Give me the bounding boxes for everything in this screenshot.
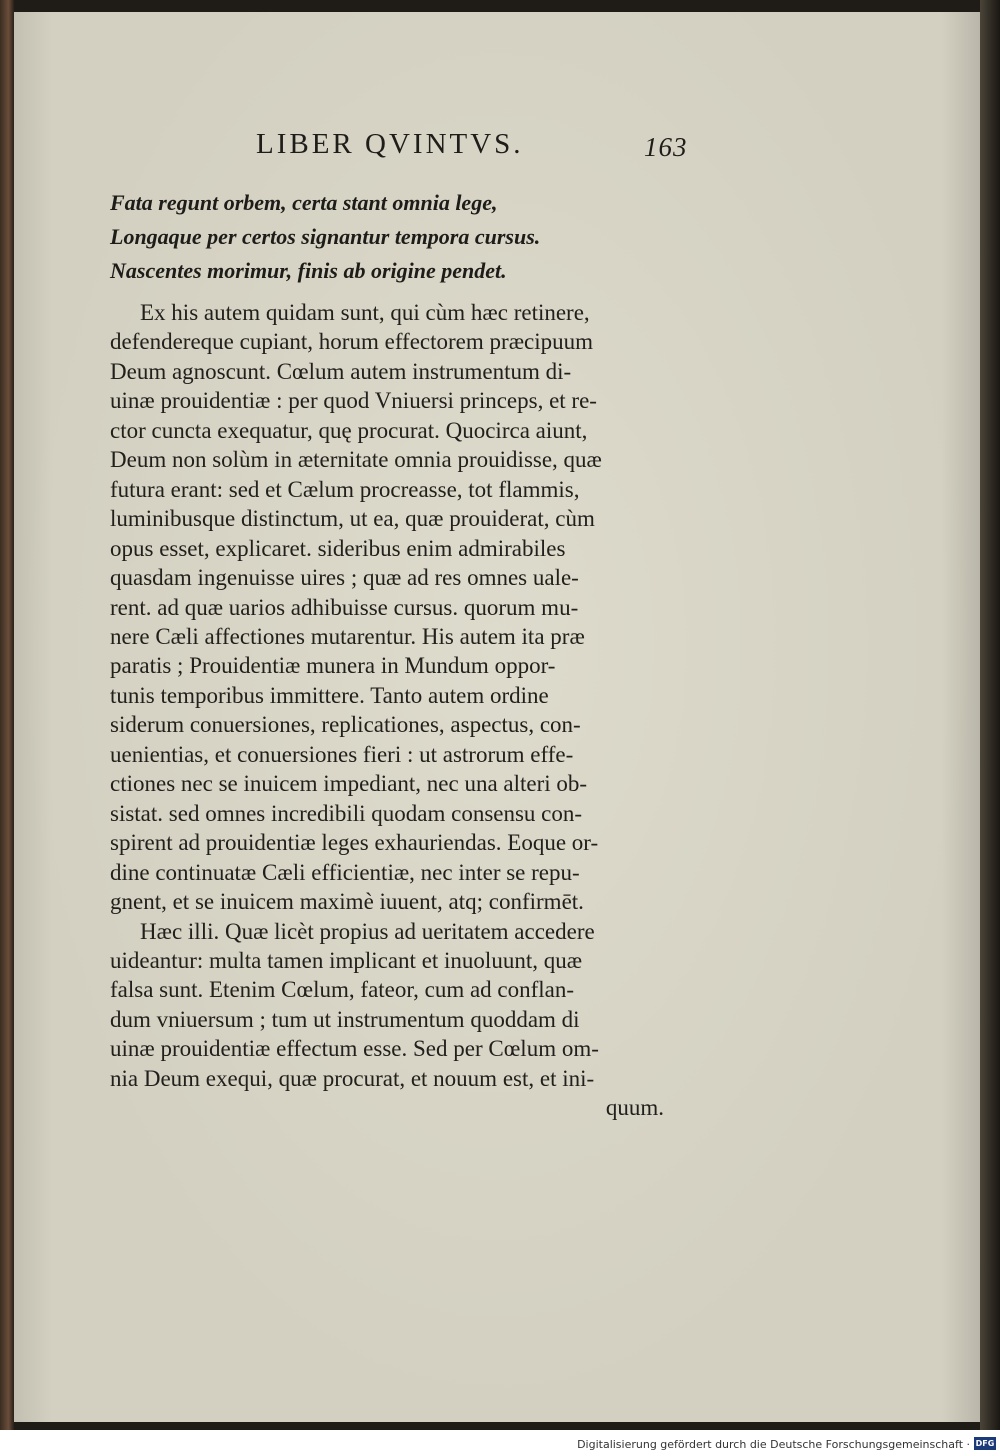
text-line: defendereque cupiant, horum effectorem præcipuum [110,329,594,355]
text-line: Hæc illi. Quæ licèt propius ad ueritatem accedere [140,918,595,944]
text-line: Deum agnoscunt. Cœlum autem instrumentum di- [110,358,572,384]
text-line: paratis ; Prouidentiæ munera in Mundum oppor- [110,653,556,679]
catchword-line: quum. [605,1095,664,1121]
text-line: uideantur: multa tamen implicant et inuoluunt, quæ [110,947,583,973]
text-line: falsa sunt. Etenim Cœlum, fateor, cum ad conflan- [110,977,575,1003]
text-line: spirent ad prouidentiæ leges exhauriendas. Eoque or- [110,830,599,856]
text-line: quasdam ingenuisse uires ; quæ ad res omnes uale- [110,565,579,591]
text-line: nere Cæli affectiones mutarentur. His autem ita præ [110,623,585,649]
body-text [110,298,700,1123]
text-line: gnent, et se inuicem maximè iuuent, atq; confirmēt. [110,889,584,915]
text-line: luminibusque distinctum, ut ea, quæ prouiderat, cùm [110,506,595,532]
book-fore-edge [980,0,1000,1430]
digitization-footer [0,1430,1000,1456]
verse-line: Fata regunt orbem, certa stant omnia lege, [110,190,498,215]
text-line: rent. ad quæ uarios adhibuisse cursus. quorum mu- [110,594,579,620]
book-spine-edge [0,0,14,1430]
text-line: Deum non solùm in æternitate omnia prouidisse, quæ [110,447,602,473]
text-line: nia Deum exequi, quæ procurat, et nouum est, et ini- [110,1065,595,1091]
text-line: futura erant: sed et Cælum procreasse, tot flammis, [110,476,580,502]
text-line: siderum conuersiones, replicationes, aspectus, con- [110,712,581,738]
text-line: ctiones nec se inuicem impediant, nec una alteri ob- [110,771,588,797]
text-line: Ex his autem quidam sunt, qui cùm hæc retinere, [140,300,590,325]
text-line: ctor cuncta exequatur, quę procurat. Quocirca aiunt, [110,417,588,443]
text-line: uinæ prouidentiæ : per quod Vniuersi princeps, et re- [110,388,597,414]
text-line: opus esset, explicaret. sideribus enim admirabiles [110,535,566,561]
page-header [256,128,716,168]
page-number: 163 [644,132,688,162]
text-line: dum vniuersum ; tum ut instrumentum quoddam di [110,1006,580,1032]
text-line: dine continuatæ Cæli efficientiæ, nec inter se repu- [110,859,580,885]
running-title: LIBER QVINTVS. [256,128,524,160]
dfg-logo: DFG [975,1439,995,1448]
text-line: uinæ prouidentiæ effectum esse. Sed per Cœlum om- [110,1036,599,1062]
text-line: sistat. sed omnes incredibili quodam consensu con- [110,800,583,826]
verse-line: Longaque per certos signantur tempora cursus. [110,224,541,249]
verse-quotation [110,186,630,288]
verse-line: Nascentes morimur, finis ab origine pendet. [110,258,507,283]
text-line: tunis temporibus immittere. Tanto autem ordine [110,682,549,708]
funding-credit: Digitalisierung gefördert durch die Deutsche Forschungsgemeinschaft · [577,1438,970,1451]
text-line: uenientias, et conuersiones fieri : ut astrorum effe- [110,741,574,767]
